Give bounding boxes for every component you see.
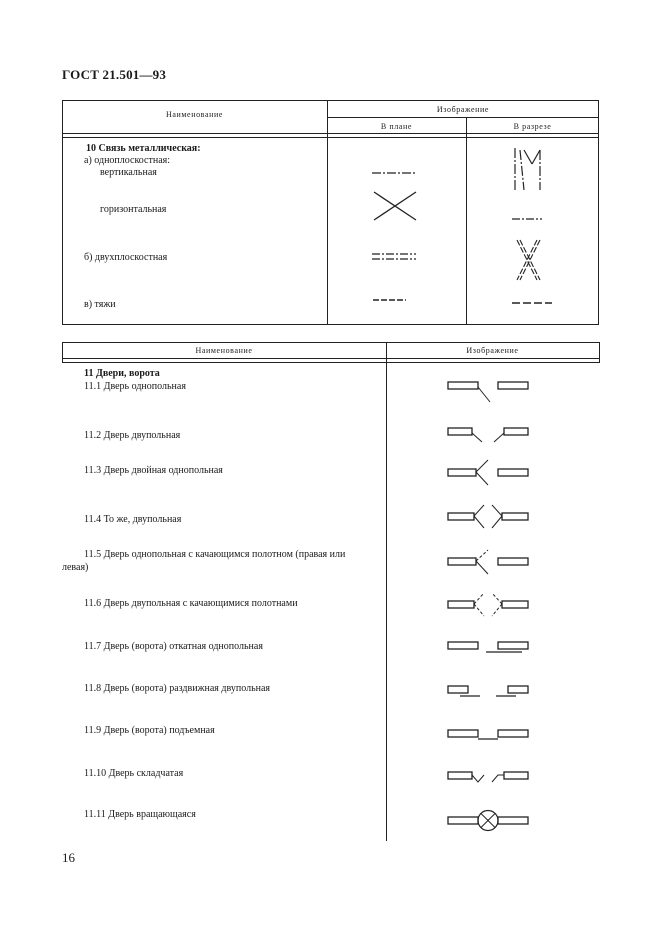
swinging-double-door-icon	[446, 590, 532, 620]
header-plan: В плане	[380, 122, 413, 131]
row-label: 11.9 Дверь (ворота) подъемная	[84, 725, 215, 736]
folding-door-icon	[446, 768, 532, 788]
vertical-bracing-plan-icon	[370, 168, 420, 178]
row-label: в) тяжи	[84, 299, 116, 310]
row-label: а) одноплоскостная:	[84, 155, 171, 166]
table-top-border	[62, 342, 599, 343]
column-divider-sub	[466, 117, 467, 325]
row-label: 11.2 Дверь двупольная	[84, 430, 181, 441]
header-image: Изображение	[436, 105, 490, 114]
row-label: вертикальная	[100, 167, 157, 178]
header-section: В разрезе	[513, 122, 552, 131]
double-double-leaf-door-icon	[446, 502, 532, 532]
rolling-single-door-icon	[446, 640, 532, 656]
header-divider-double	[62, 362, 599, 363]
sliding-double-door-icon	[446, 684, 532, 700]
row-label: 11.7 Дверь (ворота) откатная однопольная	[84, 641, 263, 652]
row-label: б) двухплоскостная	[84, 252, 168, 263]
row-label: 11.8 Дверь (ворота) раздвижная двупольная	[84, 683, 271, 694]
two-plane-bracing-section-icon	[514, 238, 544, 284]
document-title: ГОСТ 21.501—93	[62, 67, 167, 82]
page-number: 16	[62, 850, 75, 865]
row-label: 11.4 То же, двупольная	[84, 514, 182, 525]
two-plane-bracing-plan-icon	[370, 250, 420, 264]
header-divider	[62, 133, 599, 134]
row-label-continued: левая)	[62, 562, 89, 573]
header-name: Наименование	[165, 110, 224, 119]
tie-rod-plan-icon	[372, 296, 412, 304]
row-label: горизонтальная	[100, 204, 167, 215]
swinging-single-door-icon	[446, 547, 532, 577]
row-label: 11.3 Дверь двойная однопольная	[84, 465, 223, 476]
column-divider	[386, 342, 387, 841]
section-title: 11 Двери, ворота	[84, 368, 160, 379]
section-title: 10 Связь металлическая:	[86, 143, 201, 154]
right-border	[599, 342, 600, 363]
single-leaf-door-icon	[446, 380, 532, 406]
header-image: Изображение	[466, 346, 519, 355]
header-name: Наименование	[195, 346, 253, 355]
row-label: 11.11 Дверь вращающаяся	[84, 809, 196, 820]
revolving-door-icon	[446, 807, 532, 835]
row-label: 11.6 Дверь двупольная с качающимися полотнами	[84, 598, 298, 609]
horizontal-bracing-section-icon	[510, 215, 550, 223]
tie-rod-section-icon	[510, 299, 556, 307]
column-divider	[327, 100, 328, 325]
header-divider	[62, 358, 599, 359]
double-single-leaf-door-icon	[446, 458, 532, 488]
row-label: 11.10 Дверь складчатая	[84, 768, 184, 779]
subheader-divider	[327, 117, 599, 118]
row-label: 11.1 Дверь однопольная	[84, 381, 186, 392]
row-label: 11.5 Дверь однопольная с качающимся полотном (правая или	[84, 549, 346, 560]
vertical-bracing-section-icon	[510, 146, 550, 194]
horizontal-bracing-plan-icon	[372, 190, 422, 224]
lifting-door-icon	[446, 728, 532, 744]
double-leaf-door-icon	[446, 426, 532, 446]
header-divider-double	[62, 137, 599, 138]
